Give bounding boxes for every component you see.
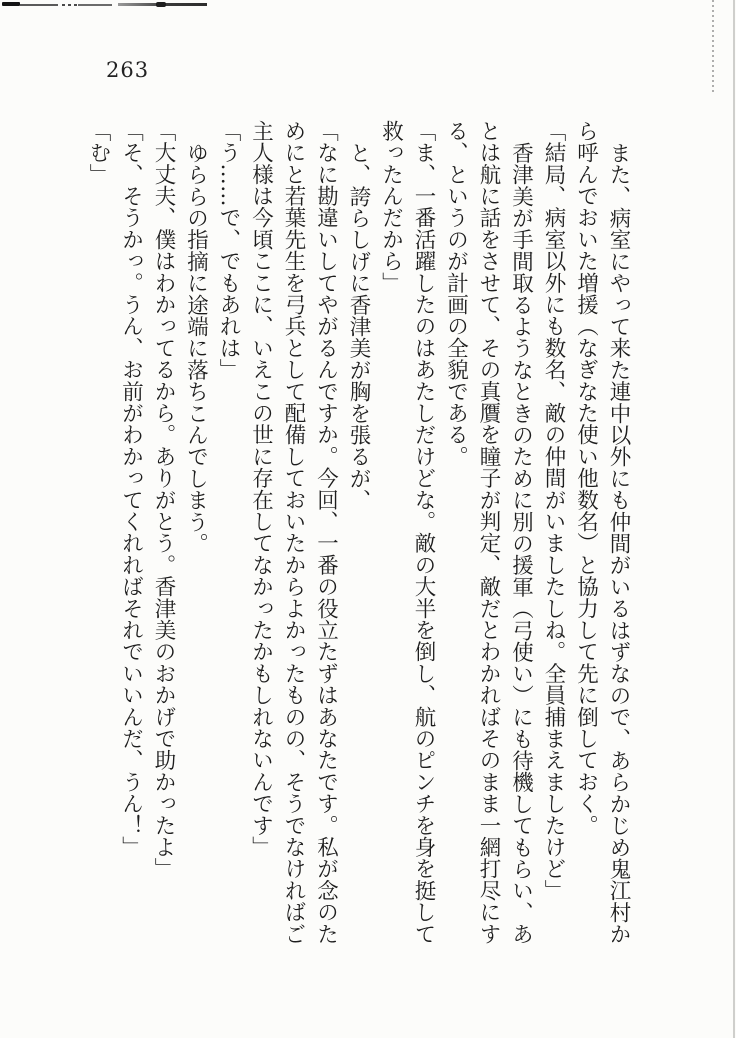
text-column-11: めにと若葉先生を弓兵として配備しておいたからよかったものの、そうでなければご <box>281 120 306 945</box>
scan-artifact-top-dashes <box>62 4 78 6</box>
text-column-5: とは航に話をさせて、その真贋を瞳子が判定、敵だとわかればそのまま一網打尽にす <box>476 120 501 945</box>
text-column-9: と、誇らしげに香津美が胸を張るが、 <box>346 141 371 511</box>
text-column-14: ゆららの指摘に途端に落ちこんでしまう。 <box>183 141 209 554</box>
text-column-10: 「なに勘違いしてやがるんですか。今回、一番の役立たずはあなたです。私が念のた <box>313 120 339 945</box>
text-column-4: 香津美が手間取るようなときのために別の援軍（弓使い）にも待機してもらい、あ <box>508 141 534 945</box>
text-column-2: ら呼んでおいた増援（なぎなた使い他数名）と協力して先に倒しておく。 <box>573 120 599 837</box>
text-column-13: 「う……で、でもあれは」 <box>216 120 241 381</box>
text-column-1: また、病室にやって来た連中以外にも仲間がいるはずなので、あらかじめ鬼江村か <box>606 141 631 945</box>
text-column-12: 主人様は今頃ここに、いえこの世に存在してなかったかもしれないんです」 <box>248 120 274 858</box>
text-column-3: 「結局、病室以外にも数名、敵の仲間がいましたしね。全員捕まえましたけど」 <box>541 120 566 902</box>
scan-artifact-right-dotted-line <box>712 0 714 92</box>
scan-artifact-top-segment-4 <box>118 3 207 6</box>
vertical-text-block <box>81 120 634 960</box>
text-column-8: 救ったんだから」 <box>378 120 404 294</box>
text-column-6: る、というのが計画の全貌である。 <box>443 120 469 468</box>
scan-artifact-top-blob <box>156 2 166 7</box>
text-column-15: 「大丈夫、僕はわかってるから。ありがとう。香津美のおかげで助かったよ」 <box>151 120 176 880</box>
text-column-7: 「ま、一番活躍したのはあたしだけどな。敵の大半を倒し、航のピンチを身を挺して <box>411 120 436 945</box>
scan-artifact-top-segment-3 <box>78 4 112 6</box>
text-column-16: 「そ、そうかっ。うん、お前がわかってくれればそれでいいんだ、うん！」 <box>118 120 144 858</box>
scan-artifact-right-edge-line <box>733 0 735 1038</box>
scan-artifact-top-segment-1 <box>2 2 20 6</box>
scan-artifact-top-segment-2 <box>20 4 58 6</box>
page-number: 263 <box>106 58 150 82</box>
text-column-17: 「む」 <box>86 120 111 186</box>
